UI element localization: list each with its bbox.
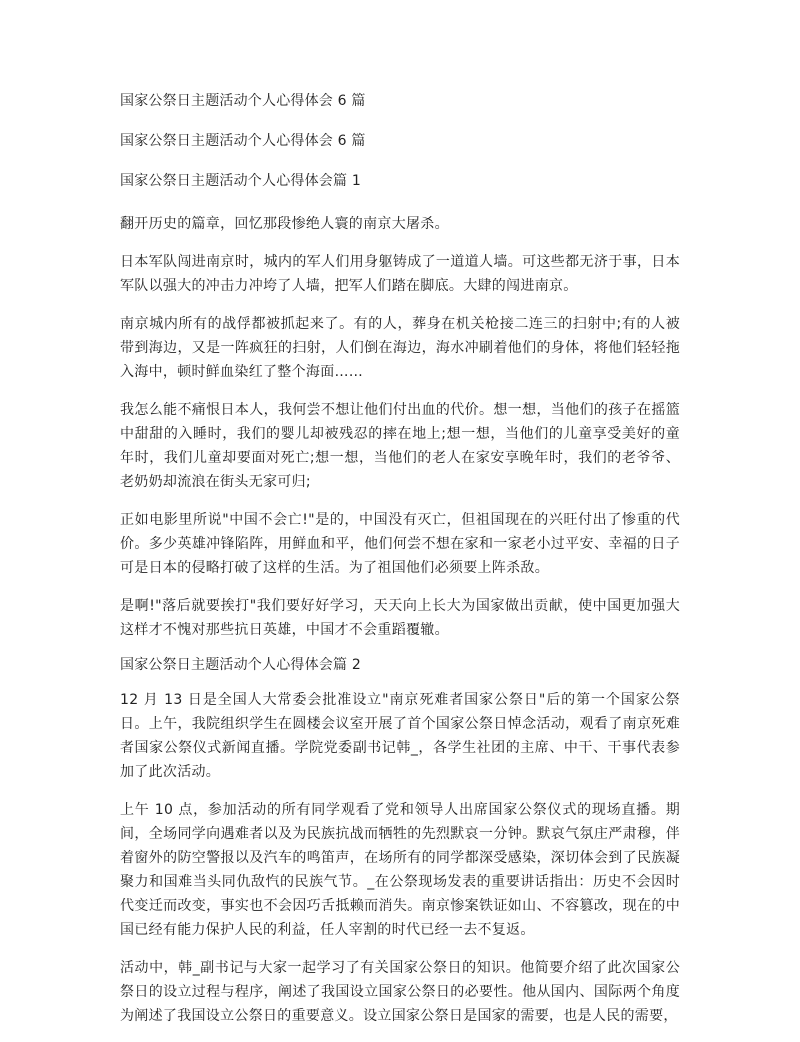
paragraph: 上午 10 点，参加活动的所有同学观看了党和领导人出席国家公祭仪式的现场直播。期间，全场同学向遇难者以及为民族抗战而牺牲的先烈默哀一分钟。默哀气氛庄严肃穆，伴着窗外的防空警报以及汽车的鸣笛声，在场所有的同学都深受感染，深切体会到了民族凝聚力和国难当头同仇敌忾的民族气节。_在公祭现场发表的重要讲话指出：历史不会因时代变迁而改变，事实也不会因巧舌抵赖而消失。南京惨案铁证如山、不容篡改，现在的中国已经有能力保护人民的利益，任人宰割的时代已经一去不复返。 bbox=[120, 802, 680, 938]
paragraph: 活动中，韩_副书记与大家一起学习了有关国家公祭日的知识。他简要介绍了此次国家公祭日的设立过程与程序，阐述了我国设立国家公祭日的必要性。他从国内、国际两个角度为阐述了我国设立公祭日的重要意义。设立国家公祭日是国家的需要，也是人民的需要， bbox=[120, 960, 680, 1024]
paragraph: 12 月 13 日是全国人大常委会批准设立"南京死难者国家公祭日"后的第一个国家公祭日。上午，我院组织学生在圆楼会议室开展了首个国家公祭日悼念活动，观看了南京死难者国家公祭仪式新闻直播。学院党委副书记韩_，各学生社团的主席、中干、干事代表参加了此次活动。 bbox=[120, 692, 680, 780]
section-heading-2: 国家公祭日主题活动个人心得体会篇 2 bbox=[120, 657, 361, 673]
section-heading-1: 国家公祭日主题活动个人心得体会篇 1 bbox=[120, 173, 361, 189]
paragraph: 翻开历史的篇章，回忆那段惨绝人寰的南京大屠杀。 bbox=[120, 216, 449, 232]
paragraph: 是啊!"落后就要挨打"我们要好好学习，天天向上长大为国家做出贡献，使中国更加强大这样才不愧对那些抗日英雄，中国才不会重蹈覆辙。 bbox=[120, 598, 680, 638]
paragraph: 我怎么能不痛恨日本人，我何尝不想让他们付出血的代价。想一想，当他们的孩子在摇篮中甜甜的入睡时，我们的婴儿却被残忍的摔在地上;想一想，当他们的儿童享受美好的童年时，我们儿童却要面对死亡;想一想，当他们的老人在家安享晚年时，我们的老爷爷、老奶奶却流浪在街头无家可归; bbox=[120, 402, 680, 490]
document-title-repeat: 国家公祭日主题活动个人心得体会 6 篇 bbox=[120, 133, 366, 149]
paragraph: 日本军队闯进南京时，城内的军人们用身躯铸成了一道道人墙。可这些都无济于事，日本军队以强大的冲击力冲垮了人墙，把军人们踏在脚底。大肆的闯进南京。 bbox=[120, 254, 680, 294]
document-title: 国家公祭日主题活动个人心得体会 6 篇 bbox=[120, 93, 366, 109]
document-page bbox=[120, 92, 680, 1042]
paragraph: 正如电影里所说"中国不会亡!"是的，中国没有灭亡，但祖国现在的兴旺付出了惨重的代价。多少英雄冲锋陷阵，用鲜血和平，他们何尝不想在家和一家老小过平安、幸福的日子可是日本的侵略打破了这样的生活。为了祖国他们必须要上阵杀敌。 bbox=[120, 512, 680, 576]
paragraph: 南京城内所有的战俘都被抓起来了。有的人，葬身在机关枪接二连三的扫射中;有的人被带到海边，又是一阵疯狂的扫射，人们倒在海边，海水冲刷着他们的身体，将他们轻轻拖入海中，顿时鲜血染红了整个海面…… bbox=[120, 316, 680, 380]
